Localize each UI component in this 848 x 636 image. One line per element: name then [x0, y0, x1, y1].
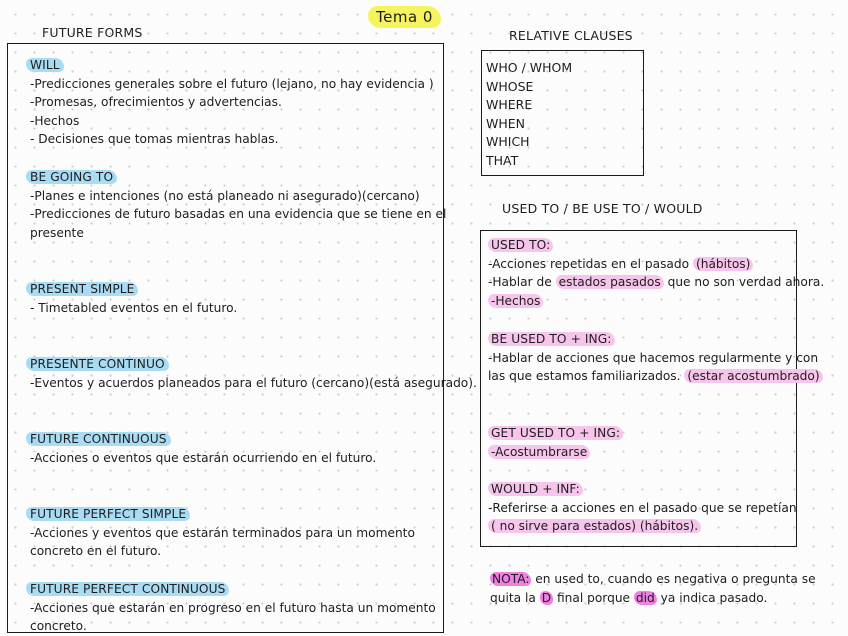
relative-clauses-list: [486, 59, 572, 171]
relative-item-that: THAT: [486, 152, 519, 168]
page-title: Tema 0: [368, 6, 441, 28]
will-title: WILL: [26, 58, 64, 72]
nota-did-highlight: did: [635, 590, 655, 605]
hechos-highlight: -Hechos: [488, 294, 543, 308]
used-to-heading: USED TO / BE USE TO / WOULD: [502, 201, 703, 216]
get-used-to-section: [488, 424, 623, 461]
will-section: [30, 56, 434, 149]
will-line-4: - Decisiones que tomas mientras hablas.: [30, 132, 279, 147]
future-perfect-continuous-line-2: concreto.: [30, 619, 87, 632]
relative-item-which: WHICH: [486, 134, 530, 150]
be-used-to-section: [488, 330, 823, 386]
presente-continuo-section: [30, 355, 477, 392]
used-to-line-1: [488, 255, 824, 274]
presente-continuo-line-1: -Eventos y acuerdos planeados para el futuro (cercano)(está asegurado).: [30, 375, 477, 390]
future-perfect-continuous-section: [30, 580, 436, 631]
nota-line-2-text-c: ya indica pasado.: [656, 590, 768, 605]
estar-acostumbrado-highlight: (estar acostumbrado): [684, 369, 822, 383]
used-to-line-2-text-b: que no son verdad ahora.: [663, 275, 825, 290]
going-to-section: [30, 168, 446, 242]
future-perfect-continuous-title: FUTURE PERFECT CONTINUOUS: [26, 582, 229, 596]
be-used-to-line-2: [488, 367, 823, 386]
future-perfect-simple-line-2: concreto en el futuro.: [30, 544, 162, 559]
habitos-highlight: (hábitos): [693, 257, 753, 271]
present-simple-section: [30, 280, 237, 317]
would-section: [488, 480, 797, 536]
future-perfect-simple-title: FUTURE PERFECT SIMPLE: [26, 507, 190, 521]
presente-continuo-title: PRESENTE CONTINUO: [26, 357, 169, 371]
used-to-line-2: [488, 273, 824, 292]
future-perfect-continuous-line-1: -Acciones que estarán en progreso en el futuro hasta un momento: [30, 600, 436, 615]
get-used-to-line-1: [488, 443, 623, 462]
be-used-to-line-1: -Hablar de acciones que hacemos regularmente y con: [488, 350, 819, 365]
nota-line-1-text: en used to, cuando es negativa o pregunta se: [531, 572, 816, 586]
future-perfect-simple-section: [30, 505, 415, 561]
nota-note: [490, 570, 816, 607]
acostumbrarse-highlight: -Acostumbrarse: [488, 445, 590, 459]
will-line-3: -Hechos: [30, 113, 80, 128]
used-to-title: USED TO:: [488, 238, 553, 252]
get-used-to-title: GET USED TO + ING:: [488, 426, 623, 440]
used-to-line-3: [488, 292, 824, 311]
would-line-2: [488, 517, 797, 536]
will-line-2: -Promesas, ofrecimientos y advertencias.: [30, 95, 282, 110]
no-sirve-highlight: ( no sirve para estados) (hábitos).: [488, 519, 701, 533]
going-to-line-3: presente: [30, 225, 84, 240]
relative-item-who: WHO / WHOM: [486, 60, 573, 75]
be-used-to-line-2-text: las que estamos familiarizados.: [488, 369, 685, 384]
used-to-section: [488, 236, 824, 310]
nota-label: NOTA:: [492, 572, 530, 586]
going-to-title: BE GOING TO: [26, 170, 117, 184]
present-simple-line-1: - Timetabled eventos en el futuro.: [30, 300, 238, 315]
going-to-line-2: -Predicciones de futuro basadas en una evidencia que se tiene en el: [30, 207, 447, 222]
used-to-line-1-text: -Acciones repetidas en el pasado: [488, 256, 693, 271]
be-used-to-title: BE USED TO + ING:: [488, 332, 615, 346]
relative-item-whose: WHOSE: [486, 78, 534, 94]
nota-d-highlight: D: [541, 590, 552, 605]
nota-line-2-text-a: quita la: [490, 590, 540, 605]
relative-clauses-heading: RELATIVE CLAUSES: [509, 28, 633, 43]
estados-pasados-highlight: estados pasados: [556, 275, 664, 289]
future-perfect-simple-line-1: -Acciones y eventos que estarán terminados para un momento: [30, 525, 415, 540]
future-forms-heading: FUTURE FORMS: [42, 25, 143, 40]
will-line-1: -Predicciones generales sobre el futuro (lejano, no hay evidencia ): [30, 76, 434, 91]
relative-item-when: WHEN: [486, 115, 526, 131]
going-to-line-1: -Planes e intenciones (no está planeado ni asegurado)(cercano): [30, 188, 420, 203]
would-title: WOULD + INF:: [488, 482, 583, 496]
relative-item-where: WHERE: [486, 97, 533, 113]
nota-line-1: [490, 570, 816, 589]
used-to-line-2-text-a: -Hablar de: [488, 275, 556, 290]
future-continuous-section: [30, 430, 376, 467]
nota-line-2-text-b: final porque: [553, 590, 634, 605]
nota-line-2: [490, 589, 816, 608]
future-continuous-line-1: -Acciones o eventos que estarán ocurriendo en el futuro.: [30, 450, 377, 465]
present-simple-title: PRESENT SIMPLE: [26, 282, 138, 296]
would-line-1: -Referirse a acciones en el pasado que se repetían: [488, 500, 797, 515]
future-continuous-title: FUTURE CONTINUOUS: [26, 432, 171, 446]
